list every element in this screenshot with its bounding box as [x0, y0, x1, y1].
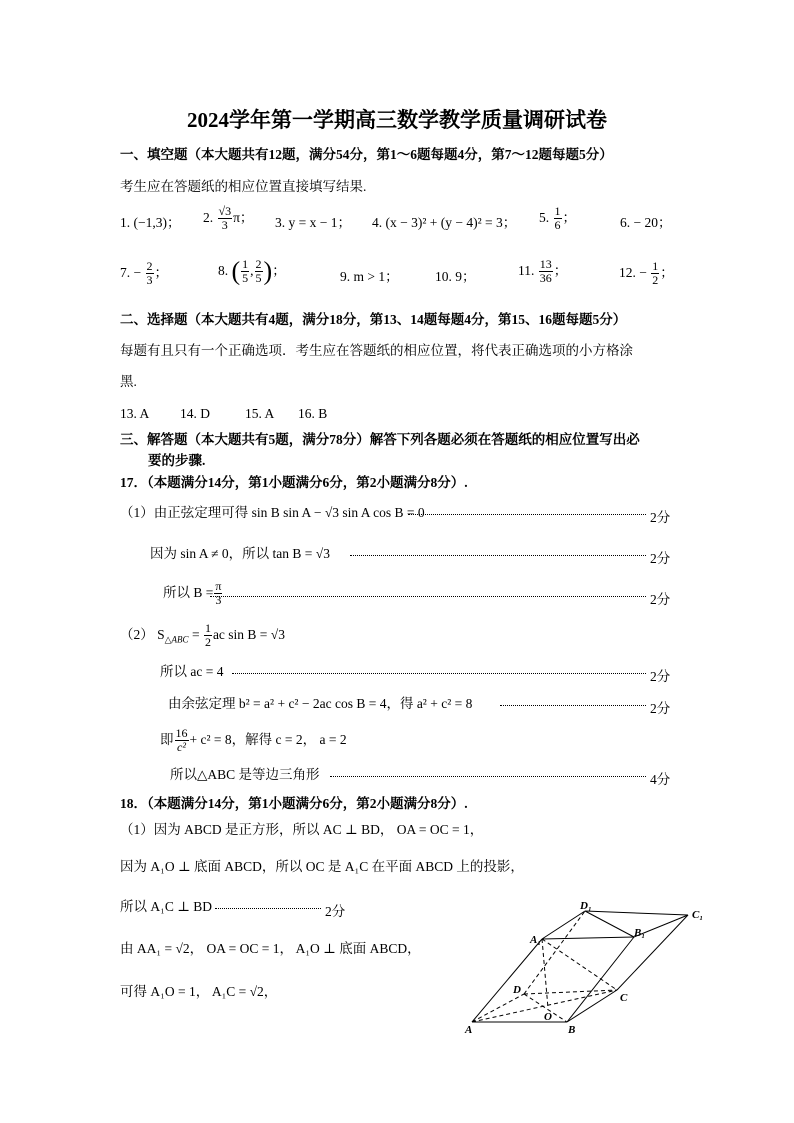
- q17-line-2: 因为 sin A ≠ 0，所以 tan B = √3: [150, 546, 330, 561]
- answer-16: 16. B: [298, 406, 328, 421]
- label-B1: B₁: [634, 927, 646, 939]
- answer-7: 7. − $\frac{2}{3}$ ；: [120, 259, 168, 288]
- leader-dots: [210, 596, 646, 597]
- answer-12: 12. − $\frac{1}{2}$ ；: [619, 259, 674, 288]
- score-label: 2分: [325, 904, 346, 919]
- q18-line-1: （1）因为 ABCD 是正方形，所以 AC ⊥ BD， OA = OC = 1，: [120, 822, 484, 837]
- edge-AA1: [472, 939, 542, 1022]
- edge-BC: [567, 990, 617, 1022]
- answer-5: 5. $\frac{1}{6}$ ；: [539, 204, 576, 233]
- answer-13: 13. A: [120, 406, 150, 421]
- edge-DD1: [524, 911, 585, 994]
- edge-D1C1: [585, 911, 688, 915]
- q17-line-4: （2） $S_{\triangle ABC}$ = $\frac{1}{2}$ ac sin B = √3: [120, 621, 285, 650]
- answer-8: 8. ( $\frac{1}{5}$ , $\frac{2}{5}$ )；: [218, 256, 286, 286]
- score-label: 2分: [650, 701, 671, 716]
- answer-2: 2. $\frac{√3}{3}$ π；: [203, 204, 254, 233]
- score-label: 2分: [650, 592, 671, 607]
- leader-dots: [408, 514, 646, 515]
- q17-header: 17．（本题满分14分，第1小题满分6分，第2小题满分8分）.: [120, 475, 468, 490]
- label-C: C: [620, 992, 628, 1004]
- leader-dots: [500, 705, 646, 706]
- part1-instruction: 考生应在答题纸的相应位置直接填写结果.: [120, 179, 367, 194]
- part2-header: 二、选择题（本大题共有4题，满分18分，第13、14题每题4分，第15、16题每题5分）: [120, 312, 627, 327]
- part2-instruction: 每题有且只有一个正确选项．考生应在答题纸的相应位置，将代表正确选项的小方格涂: [120, 343, 633, 358]
- answer-9: 9. m > 1；: [340, 269, 399, 284]
- leader-dots: [232, 673, 646, 674]
- q18-line-2: 因为 A₁O ⊥ 底面 ABCD，所以 OC 是 A₁C 在平面 ABCD 上的投影，: [120, 859, 524, 874]
- answer-14: 14. D: [180, 406, 210, 421]
- q17-line-6: 由余弦定理 b² = a² + c² − 2ac cos B = 4，得 a² + c² = 8: [168, 696, 473, 711]
- score-label: 2分: [650, 669, 671, 684]
- answer-10: 10. 9；: [435, 269, 476, 284]
- answer-15: 15. A: [245, 406, 275, 421]
- part1-header: 一、填空题（本大题共有12题，满分54分，第1～6题每题4分，第7～12题每题5分）: [120, 147, 613, 162]
- label-D1: D₁: [580, 900, 592, 912]
- q18-header: 18．（本题满分14分，第1小题满分6分，第2小题满分8分）.: [120, 796, 468, 811]
- label-D: D: [513, 984, 521, 996]
- part2-instruction-cont: 黑.: [120, 374, 137, 389]
- answer-1: 1. (−1,3)；: [120, 215, 181, 230]
- q17-line-1: （1）由正弦定理可得 sin B sin A − √3 sin A cos B = 0: [120, 505, 425, 520]
- score-label: 4分: [650, 772, 671, 787]
- edge-A1B1: [542, 937, 634, 939]
- edge-A1C: [542, 939, 617, 990]
- q18-line-4: 由 AA₁ = √2， OA = OC = 1， A₁O ⊥ 底面 ABCD，: [120, 941, 421, 956]
- score-label: 2分: [650, 510, 671, 525]
- part3-header: 三、解答题（本大题共有5题，满分78分）解答下列各题必须在答题纸的相应位置写出必: [120, 432, 640, 447]
- label-C1: C₁: [692, 909, 704, 921]
- q17-line-7: 即 $\frac{16}{\text{c²}}$ + c² = 8，解得 c = 2， a = 2: [160, 726, 347, 755]
- edge-A1O: [542, 939, 548, 1008]
- answer-6: 6. − 20；: [620, 215, 672, 230]
- parallelepiped-figure: [462, 896, 712, 1036]
- leader-dots: [330, 776, 646, 777]
- edge-AD: [472, 994, 524, 1022]
- edge-CC1: [617, 915, 688, 990]
- q17-line-5: 所以 ac = 4: [160, 664, 224, 679]
- q18-line-3: 所以 A₁C ⊥ BD: [120, 899, 213, 914]
- part3-header-cont: 要的步骤.: [148, 453, 206, 468]
- label-A: A: [465, 1024, 473, 1036]
- leader-dots: [215, 908, 321, 909]
- leader-dots: [350, 555, 646, 556]
- score-label: 2分: [650, 551, 671, 566]
- q17-line-3: 所以 B = $\frac{\pi}{3}$: [163, 579, 222, 608]
- edge-A1D1: [542, 911, 585, 939]
- label-A1: A₁: [530, 934, 542, 946]
- edge-BB1: [567, 937, 634, 1022]
- answer-3: 3. y = x − 1；: [275, 215, 351, 230]
- label-B: B: [568, 1024, 576, 1036]
- label-O: O: [544, 1011, 552, 1023]
- page-title: 2024学年第一学期高三数学教学质量调研试卷: [187, 108, 607, 132]
- edge-D1B1: [585, 911, 634, 937]
- answer-4: 4. (x − 3)² + (y − 4)² = 3；: [372, 215, 517, 230]
- q18-line-5: 可得 A₁O = 1， A₁C = √2，: [120, 984, 278, 999]
- q17-line-8: 所以△ABC 是等边三角形: [170, 767, 320, 782]
- answer-11: 11. $\frac{13}{36}$ ；: [518, 257, 568, 286]
